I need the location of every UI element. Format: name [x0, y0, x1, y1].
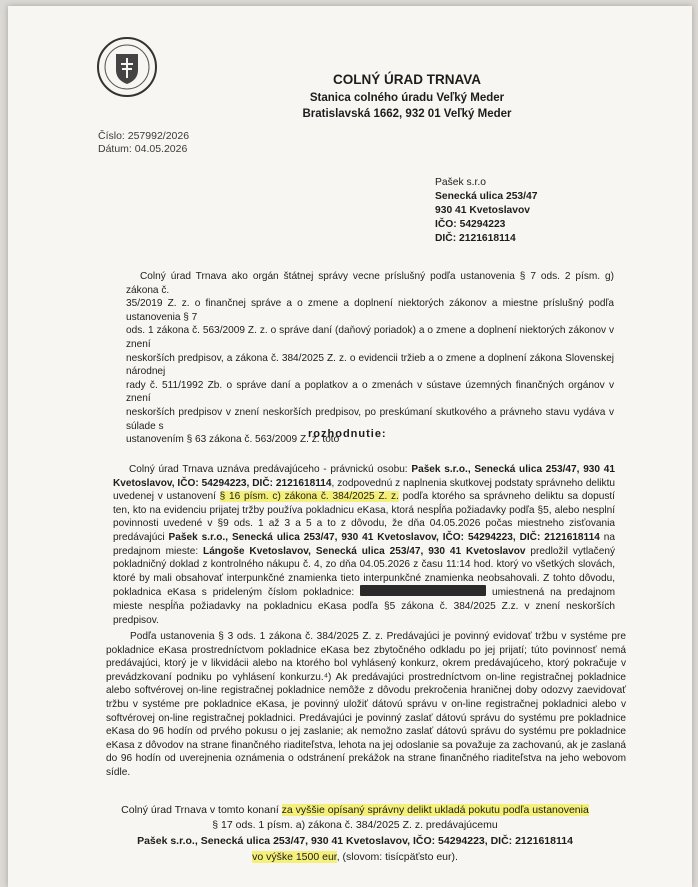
document-number: Číslo: 257992/2026: [98, 130, 190, 142]
recipient-dic: DIČ: 2121618114: [435, 233, 516, 244]
premises-address: Lángoše Kvetoslavov, Senecká ulica 253/47, 930 41 Kvetoslavov: [203, 545, 526, 557]
intro-line: neskorších predpisov v znení neskorších predpisov, po preskúmaní skutkového a právneho stavu vydáva v súlade s: [126, 406, 614, 432]
decision-text: podľa ktorého sa správneho deliktu sa dopustí ten, kto na evidenciu prijatej tržby používa pokladnicu eKasa, ktorá nespĺňa požiadavky podľa §5, alebo nesplní povinnosti uvedené v §9 ods. 1 až 3 a 5 a to z dôvodu, že dňa 04.05.2026 počas miestneho zisťovania predávajúci: [113, 491, 615, 543]
penalty-amount-words: , (slovom: tisícpäťsto eur).: [336, 851, 458, 863]
penalty-line-3: Pašek s.r.o., Senecká ulica 253/47, 930 41 Kvetoslavov, IČO: 54294223, DIČ: 2121618114: [137, 835, 573, 847]
recipient-city: 930 41 Kvetoslavov: [435, 205, 531, 216]
intro-line: 35/2019 Z. z. o finančnej správe a o zmene a doplnení niektorých zákonov a miestne príslušný podľa ustanovenia § 7: [126, 298, 614, 323]
decision-text: , zodpovednú z naplnenia skutkovej podstaty správneho deliktu uvedenej v ustanovení: [113, 477, 615, 503]
intro-paragraph: [126, 270, 614, 447]
intro-line: rady č. 511/1992 Zb. o správe daní a poplatkov a o zmenách v sústave územných finančných orgánov v znení: [126, 379, 614, 405]
station-name: Stanica colného úradu Veľký Meder: [309, 92, 505, 104]
customs-emblem-icon: [96, 34, 158, 100]
highlighted-penalty-text: za vyššie opísaný správny delikt ukladá pokutu podľa ustanovenia: [281, 804, 589, 816]
decision-text: na predajnom mieste:: [113, 531, 615, 557]
redacted-cash-register-number: [360, 585, 486, 596]
penalty-text: Colný úrad Trnava v tomto konaní: [121, 804, 282, 816]
recipient-address: [435, 176, 537, 246]
intro-line: ods. 1 zákona č. 563/2009 Z. z. o správe daní (daňový poriadok) a o zmene a doplnení niektorých zákonov v znení: [126, 325, 614, 350]
recipient-ico: IČO: 54294223: [435, 219, 506, 230]
decision-text: Colný úrad Trnava uznáva predávajúceho - právnickú osobu:: [129, 464, 412, 475]
penalty-line-2: § 17 ods. 1 písm. a) zákona č. 384/2025 Z. z. predávajúcemu: [212, 819, 498, 831]
intro-line: ustanovením § 63 zákona č. 563/2009 Z. z. toto: [126, 434, 340, 446]
recipient-name: Pašek s.r.o: [435, 177, 486, 188]
highlighted-provision: § 16 písm. c) zákona č. 384/2025 Z. z.: [219, 491, 399, 503]
penalty-line-1: [100, 803, 610, 818]
intro-line: neskorších predpisov, a zákona č. 384/2025 Z. z. o evidencii tržieb a o zmene a doplnení zákona Slovenskej národnej: [126, 352, 614, 378]
verdict-heading: rozhodnutie:: [308, 428, 387, 440]
decision-paragraph: [113, 463, 615, 627]
intro-line: Colný úrad Trnava ako orgán štátnej správy vecne príslušný podľa ustanovenia § 7 ods. 2 písm. g) zákona č.: [126, 271, 614, 296]
decision-text: umiestnená na predajnom mieste nespĺňa požiadavky na pokladnicu eKasa podľa §5 zákona č. 384/2025 Z.z. v znení neskorších predpisov.: [113, 587, 615, 626]
station-address: Bratislavská 1662, 932 01 Veľký Meder: [302, 108, 512, 120]
office-title: COLNÝ ÚRAD TRNAVA: [333, 72, 481, 87]
law-paragraph: Podľa ustanovenia § 3 ods. 1 zákona č. 384/2025 Z. z. Predávajúci je povinný evidovať tržbu v systéme pre pokladnice eKasa prostredníctvom pokladnice eKasa bez zbytočného odkladu po jej prijatí; túto povinnosť nemá predávajúci, ktorý je v likvidácii alebo na ktorého bol vyhlásený konkurz, okrem predávajúceho, ktorý pokračuje v prevádzkovaní podniku po vyhlásení konkurzu.⁴) Ak predávajúci prostredníctvom on-line registračnej pokladnice alebo softvérovej on-line registračnej pokladnice nemôže z dôvodu prekročenia hraničnej doby odozvy zaevidovať tržbu v systéme pre pokladnice eKasa, je povinný uložiť dátovú správu v on-line registračnej pokladnici alebo v softvérovej on-line registračnej pokladnici. Predávajúci je povinný zaslať dátovú správu do systému pre pokladnice eKasa do 96 hodín od prvého pokusu o jej zaslanie; ak nemožno zaslať dátovú správu do systému pre pokladnice eKasa z dôvodov na strane finančného riaditeľstva, lehota na jej odoslanie sa považuje za zachovanú, ak je zaslaná do 96 hodín od uverejnenia oznámenia o odstránení prekážok na strane finančného riaditeľstva na jeho webovom sídle.: [106, 631, 626, 778]
decision-text: predložil vytlačený pokladničný doklad z kontrolného nákupu č. 4, zo dňa 04.05.2026 z času 11:14 hod. ktorý vo všetkých slovách, ktoré by mali obsahovať interpunkčné znamienka tieto interpunkčné znamienka neobsahovali. Z tohto dôvodu, pokladnica eKasa s prideleným číslom pokladnice:: [113, 545, 615, 599]
penalty-amount: vo výške 1500 eur: [252, 851, 337, 863]
recipient-street: Senecká ulica 253/47: [435, 191, 538, 202]
penalty-line-4: [100, 850, 610, 865]
document-date: Dátum: 04.05.2026: [98, 143, 188, 155]
offender-identity: Pašek s.r.o., Senecká ulica 253/47, 930 41 Kvetoslavov, IČO: 54294223, DIČ: 2121618114: [168, 531, 600, 543]
offender-identity: Pašek s.r.o., Senecká ulica 253/47, 930 41 Kvetoslavov, IČO: 54294223, DIČ: 2121618114: [113, 464, 615, 489]
